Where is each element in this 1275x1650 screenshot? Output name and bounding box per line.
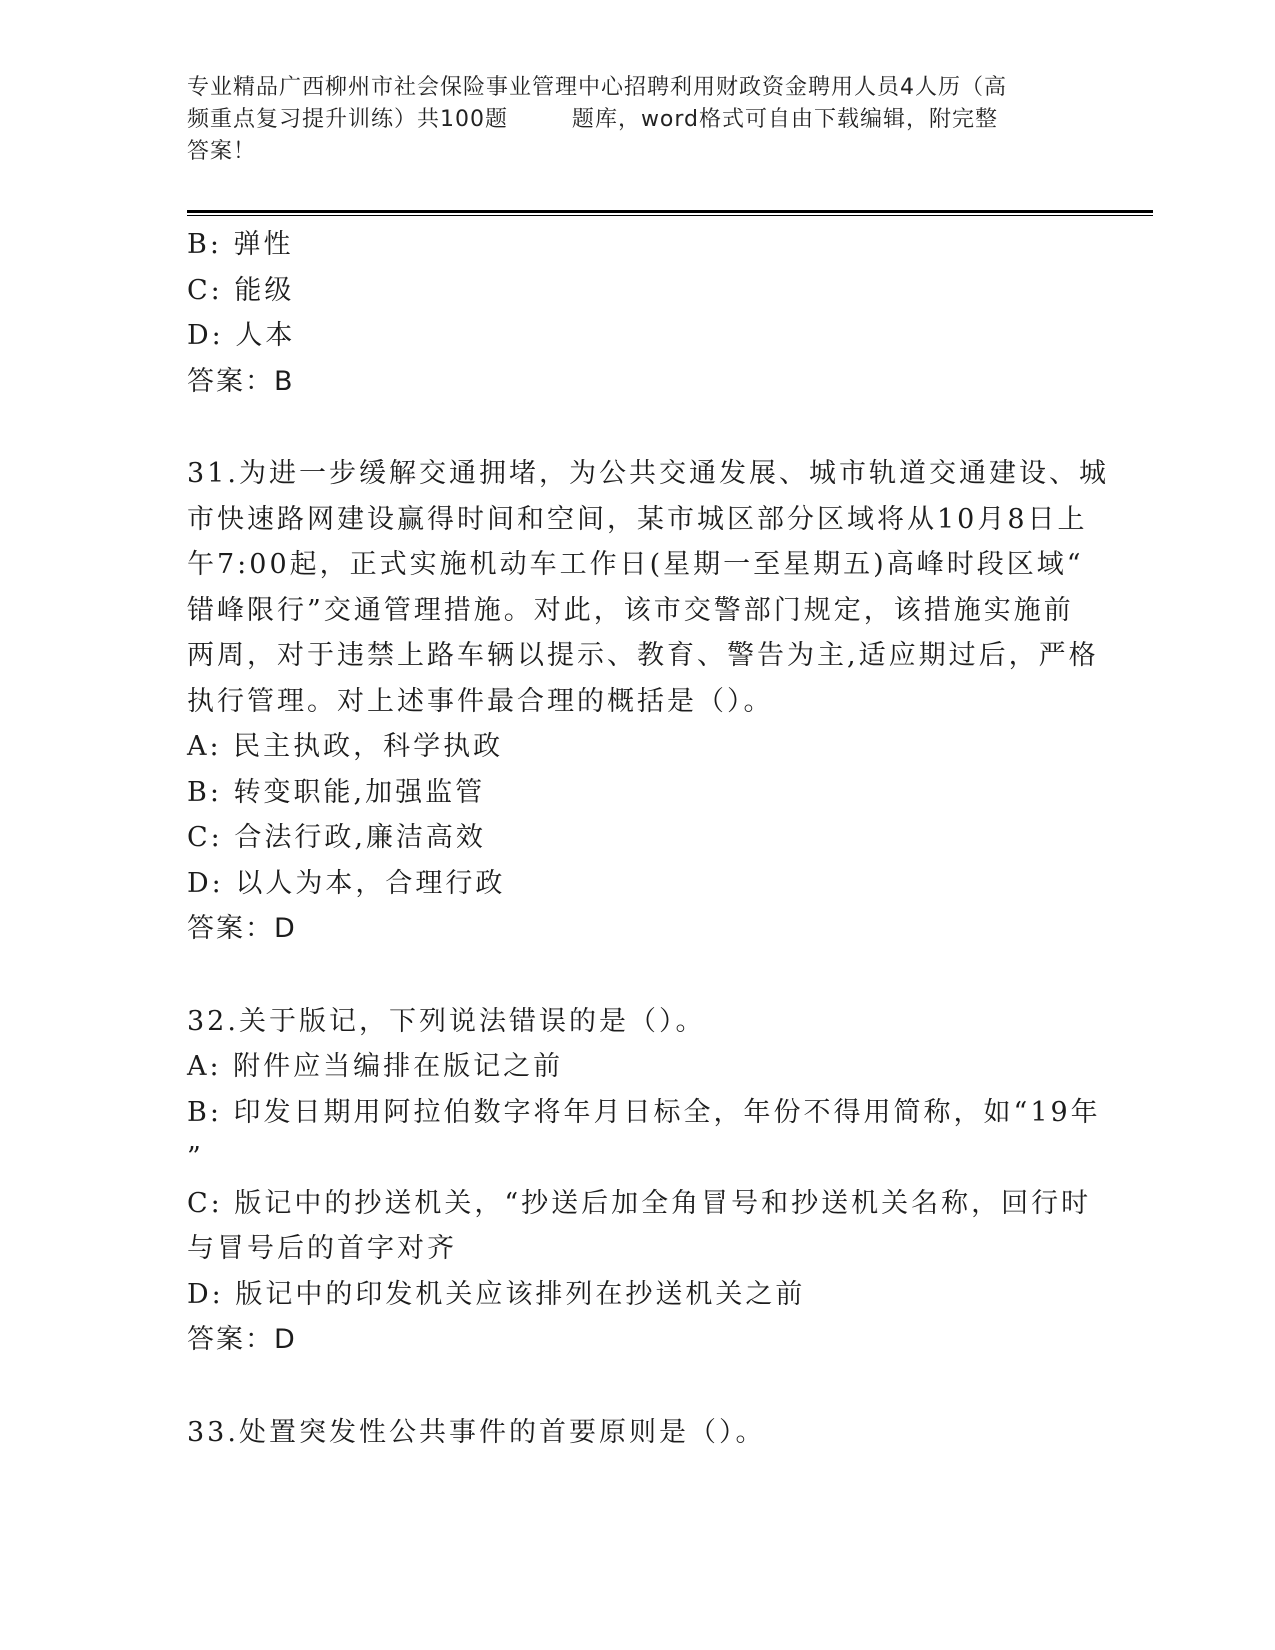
- option-d: D: 人本: [187, 320, 296, 351]
- answer-label: 答案：B: [187, 365, 295, 397]
- question-block-32: [187, 999, 1101, 1363]
- option-a: A: 附件应当编排在版记之前: [187, 1051, 564, 1082]
- option-b-line-2: ”: [187, 1142, 204, 1173]
- header-line-3: 答案！: [187, 139, 257, 164]
- option-d: D: 版记中的印发机关应该排列在抄送机关之前: [187, 1278, 806, 1310]
- option-b: B: 转变职能,加强监管: [187, 776, 486, 808]
- document-body: [187, 222, 1109, 1455]
- spacer: [187, 952, 1087, 999]
- option-b: B: 弹性: [187, 229, 294, 260]
- question-stem-line: 两周，对于违禁上路车辆以提示、教育、警告为主,适应期过后，严格: [187, 640, 1099, 671]
- question-stem-line: 31.为进一步缓解交通拥堵，为公共交通发展、城市轨道交通建设、城: [187, 458, 1109, 489]
- question-stem-line: 执行管理。对上述事件最合理的概括是（）。: [187, 685, 774, 717]
- answer-label: 答案：D: [187, 913, 297, 944]
- answer-label: 答案：D: [187, 1324, 297, 1355]
- option-c: C: 合法行政,廉洁高效: [187, 822, 486, 853]
- header-line-2: 频重点复习提升训练）共100题 题库，word格式可自由下载编辑，附完整: [187, 107, 999, 132]
- question-stem-line: 市快速路网建设赢得时间和空间，某市城区部分区域将从10月8日上: [187, 503, 1088, 535]
- spacer: [187, 404, 1087, 451]
- document-header: [187, 72, 1087, 168]
- spacer: [187, 1363, 1087, 1410]
- question-block-30-tail: [187, 222, 1087, 404]
- question-block-33: [187, 1410, 1087, 1456]
- question-block-31: [187, 451, 1109, 952]
- question-stem-line: 错峰限行”交通管理措施。对此，该市交警部门规定，该措施实施前: [187, 594, 1074, 626]
- option-d: D: 以人为本，合理行政: [187, 867, 506, 899]
- question-stem: 32.关于版记，下列说法错误的是（）。: [187, 1005, 706, 1037]
- question-stem-line: 午7:00起，正式实施机动车工作日(星期一至星期五)高峰时段区域“: [187, 549, 1084, 580]
- option-c: C: 能级: [187, 274, 295, 306]
- header-line-1: 专业精品广西柳州市社会保险事业管理中心招聘利用财政资金聘用人员4人历（高: [187, 75, 1007, 100]
- question-stem: 33.处置突发性公共事件的首要原则是（）。: [187, 1416, 766, 1448]
- option-b-line-1: B: 印发日期用阿拉伯数字将年月日标全，年份不得用简称，如“19年: [187, 1096, 1101, 1128]
- header-divider-thin: [187, 215, 1153, 216]
- option-a: A: 民主执政，科学执政: [187, 731, 504, 762]
- option-c-line-2: 与冒号后的首字对齐: [187, 1233, 457, 1264]
- option-c-line-1: C: 版记中的抄送机关，“抄送后加全角冒号和抄送机关名称，回行时: [187, 1187, 1092, 1219]
- header-divider-thick: [187, 210, 1153, 213]
